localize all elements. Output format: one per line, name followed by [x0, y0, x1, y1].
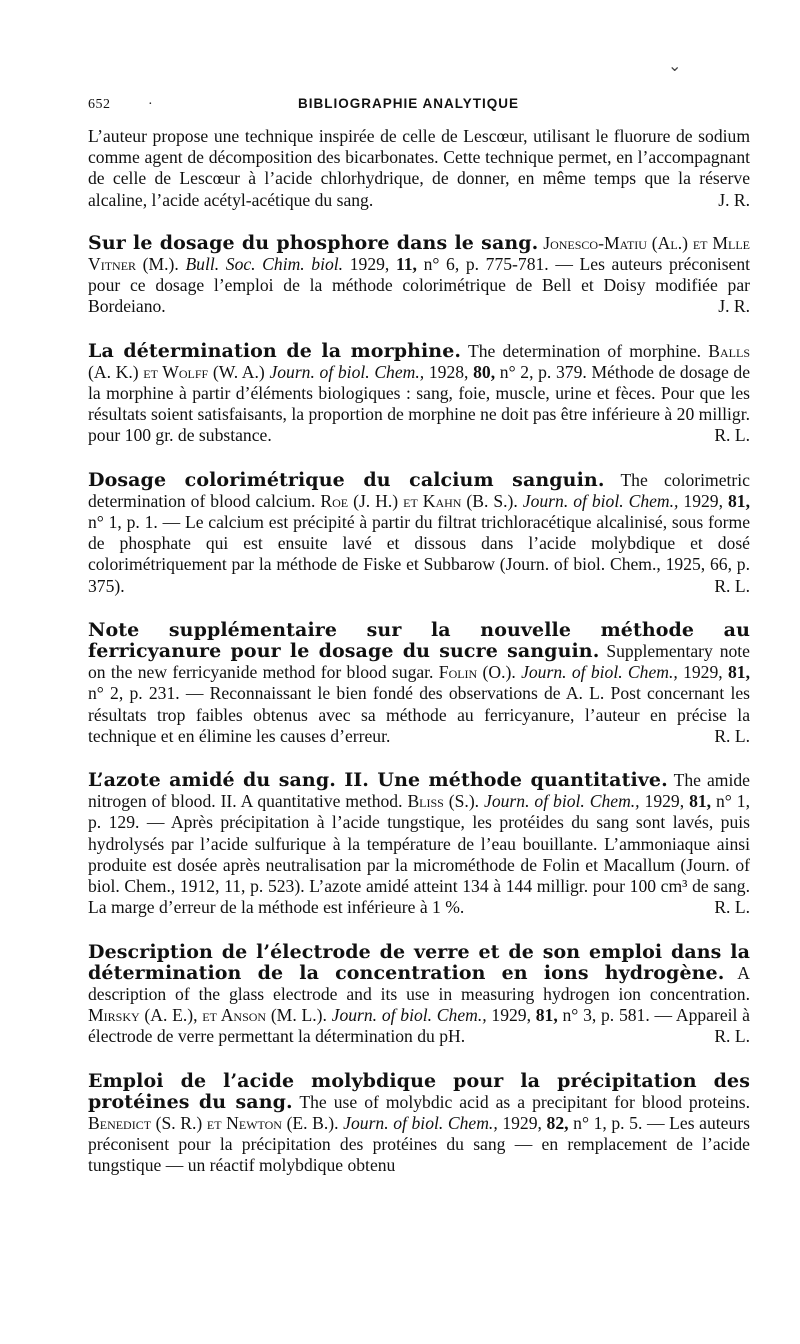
entry-issue: n° 1, p. 5. — [573, 1112, 643, 1133]
entry-signature: J. R. — [718, 296, 750, 317]
entry-body: — Après précipitation à l’acide tungstique, les protéides du sang sont lavés, puis hydrolysés par l’acide sulfurique à la température de l’eau bouillante. L’ammoniaque ainsi produite est dosée après neutralisation par la microméthode de Folin et Macallum (Journ. of biol. Chem., 1912, 11, p. 523). L’azote amidé atteint 134 à 144 milligr. pour 100 cm³ de sang. La marge d’erreur de la méthode est inférieure à 1 %. — [88, 812, 750, 918]
entry-authors: Bliss (S.). — [407, 791, 480, 812]
intro-signature: J. R. — [718, 189, 750, 210]
running-title: BIBLIOGRAPHIE ANALYTIQUE — [298, 96, 520, 111]
entry-volume: 81, — [689, 791, 712, 812]
entry-title: L’azote amidé du sang. II. Une méthode quantitative. — [88, 769, 668, 792]
entry-signature: R. L. — [714, 575, 750, 596]
entry-authors: Mirsky (A. E.), et Anson (M. L.). — [88, 1005, 327, 1026]
entry-year: 1929, — [502, 1112, 542, 1133]
entry-volume: 81, — [535, 1005, 558, 1026]
entry-volume: 11, — [395, 254, 417, 275]
entry-signature: R. L. — [714, 725, 750, 746]
entry-body: — Les auteurs préconisent pour la précipitation des protéines du sang — en remplacement de l’acide tungstique — un réactif molybdique obtenu — [88, 1112, 750, 1176]
entry-year: 1929, — [683, 490, 723, 511]
entry-body: — Le calcium est précipité à partir du filtrat trichloracétique alcalinisé, sous forme de phosphate qui est ensuite lavé et dissous dans l’acide molybdique et dosé colorimétriquement par la méthode de Fiske et Subbarow (Journ. of biol. Chem., 1925, 66, p. 375). — [88, 512, 750, 596]
entry-year: 1929, — [349, 254, 390, 275]
entry-title: La détermination de la morphine. — [88, 339, 462, 362]
entry-year: 1928, — [428, 361, 469, 382]
entry-acide-molybdique — [88, 1071, 750, 1177]
corner-mark: ⌄ — [668, 58, 682, 75]
entry-volume: 81, — [727, 662, 750, 683]
entry-title: Note supplémentaire sur la nouvelle méthode au ferricyanure pour le dosage du sucre sanguin. — [88, 618, 750, 663]
header-separator: · — [148, 97, 154, 112]
entry-english-title: The determination of morphine. — [468, 340, 702, 361]
entry-signature: R. L. — [714, 897, 750, 918]
entry-volume: 82, — [546, 1112, 569, 1133]
entry-signature: R. L. — [714, 425, 750, 446]
entry-authors: Balls (A. K.) et Wolff (W. A.) — [88, 340, 751, 382]
entry-journal: Journ. of biol. Chem., — [484, 791, 640, 812]
entry-year: 1929, — [644, 791, 685, 812]
intro-text: L’auteur propose une technique inspirée de celle de Lescœur, utilisant le fluorure de sodium comme agent de décomposition des bicarbonates. Cette technique permet, en l’accompagnant de celle de Lescœur à l’acide chlorhydrique, de donner, en même temps que la réserve alcaline, l’acide acétyl-acétique du sang. — [88, 126, 750, 210]
entry-issue: n° 3, p. 581. — [562, 1005, 650, 1026]
entry-signature: R. L. — [714, 1026, 750, 1047]
entry-issue: n° 6, p. 775-781. — [423, 254, 549, 275]
entry-authors: Folin (O.). — [438, 662, 516, 683]
entry-title: Sur le dosage du phosphore dans le sang. — [88, 231, 539, 254]
entry-issue: n° 2, p. 379. — [499, 361, 587, 382]
entry-english-title: The amide nitrogen of blood. II. A quantitative method. — [88, 770, 750, 812]
entry-volume: 80, — [473, 361, 496, 382]
entry-authors: Roe (J. H.) et Kahn (B. S.). — [320, 490, 518, 511]
entry-title: Dosage colorimétrique du calcium sanguin. — [88, 468, 605, 491]
entry-phosphore — [88, 233, 750, 318]
entry-issue: n° 1, p. 1. — [88, 512, 158, 533]
entry-body: Méthode de dosage de la morphine à partir d’éléments biologiques : sang, foie, muscle, urine et fèces. Pour que les résultats soient satisfaisants, la proportion de morphine ne doit pas être inférieure à 20 milligr. pour 100 gr. de substance. — [88, 361, 751, 446]
page-number: 652 — [88, 97, 111, 112]
entry-journal: Journ. of biol. Chem., — [343, 1112, 498, 1133]
entry-morphine — [88, 341, 750, 447]
entry-journal: Journ. of biol. Chem., — [331, 1005, 487, 1026]
entry-volume: 81, — [727, 490, 750, 511]
entry-english-title: The colorimetric determination of blood calcium. — [88, 469, 750, 511]
entry-journal: Journ. of biol. Chem., — [269, 361, 425, 382]
running-header — [88, 96, 750, 122]
entry-ferricyanure — [88, 620, 750, 747]
entry-english-title: A description of the glass electrode and its use in measuring hydrogen ion concentration. — [88, 962, 750, 1004]
entry-body: — Les auteurs préconisent pour ce dosage l’emploi de la méthode colorimétrique de Bell et Doisy modifiée par Bordeiano. — [88, 254, 751, 317]
entry-english-title: The use of molybdic acid as a precipitant for blood proteins. — [299, 1091, 750, 1112]
entry-year: 1929, — [683, 662, 723, 683]
entry-year: 1929, — [491, 1005, 531, 1026]
entry-calcium — [88, 470, 750, 597]
entry-electrode — [88, 942, 750, 1048]
entry-journal: Bull. Soc. Chim. biol. — [185, 254, 344, 275]
entry-journal: Journ. of biol. Chem., — [521, 662, 678, 683]
entry-issue: n° 2, p. 231. — [88, 683, 180, 704]
entry-title: Description de l’électrode de verre et de son emploi dans la détermination de la concentration en ions hydrogène. — [88, 940, 750, 984]
entry-azote-amide — [88, 770, 750, 918]
entry-english-title: Supplementary note on the new ferricyanide method for blood sugar. — [88, 641, 750, 683]
entry-body: — Appareil à électrode de verre permettant la détermination du pH. — [88, 1005, 750, 1047]
entry-title: Emploi de l’acide molybdique pour la précipitation des protéines du sang. — [88, 1069, 750, 1113]
entry-authors: Benedict (S. R.) et Newton (E. B.). — [88, 1112, 339, 1133]
entry-journal: Journ. of biol. Chem., — [522, 490, 679, 511]
intro-paragraph — [88, 126, 750, 211]
entry-issue: n° 1, p. 129. — [88, 791, 750, 833]
entry-authors: Jonesco-Matiu (Al.) et Mlle Vitner (M.). — [88, 232, 750, 275]
entry-body: — Reconnaissant le bien fondé des observations de A. L. Post concernant les résultats trop faibles obtenus avec sa méthode au ferricyanure, l’auteur en précise la technique et en élimine les causes d’erreur. — [88, 683, 750, 746]
